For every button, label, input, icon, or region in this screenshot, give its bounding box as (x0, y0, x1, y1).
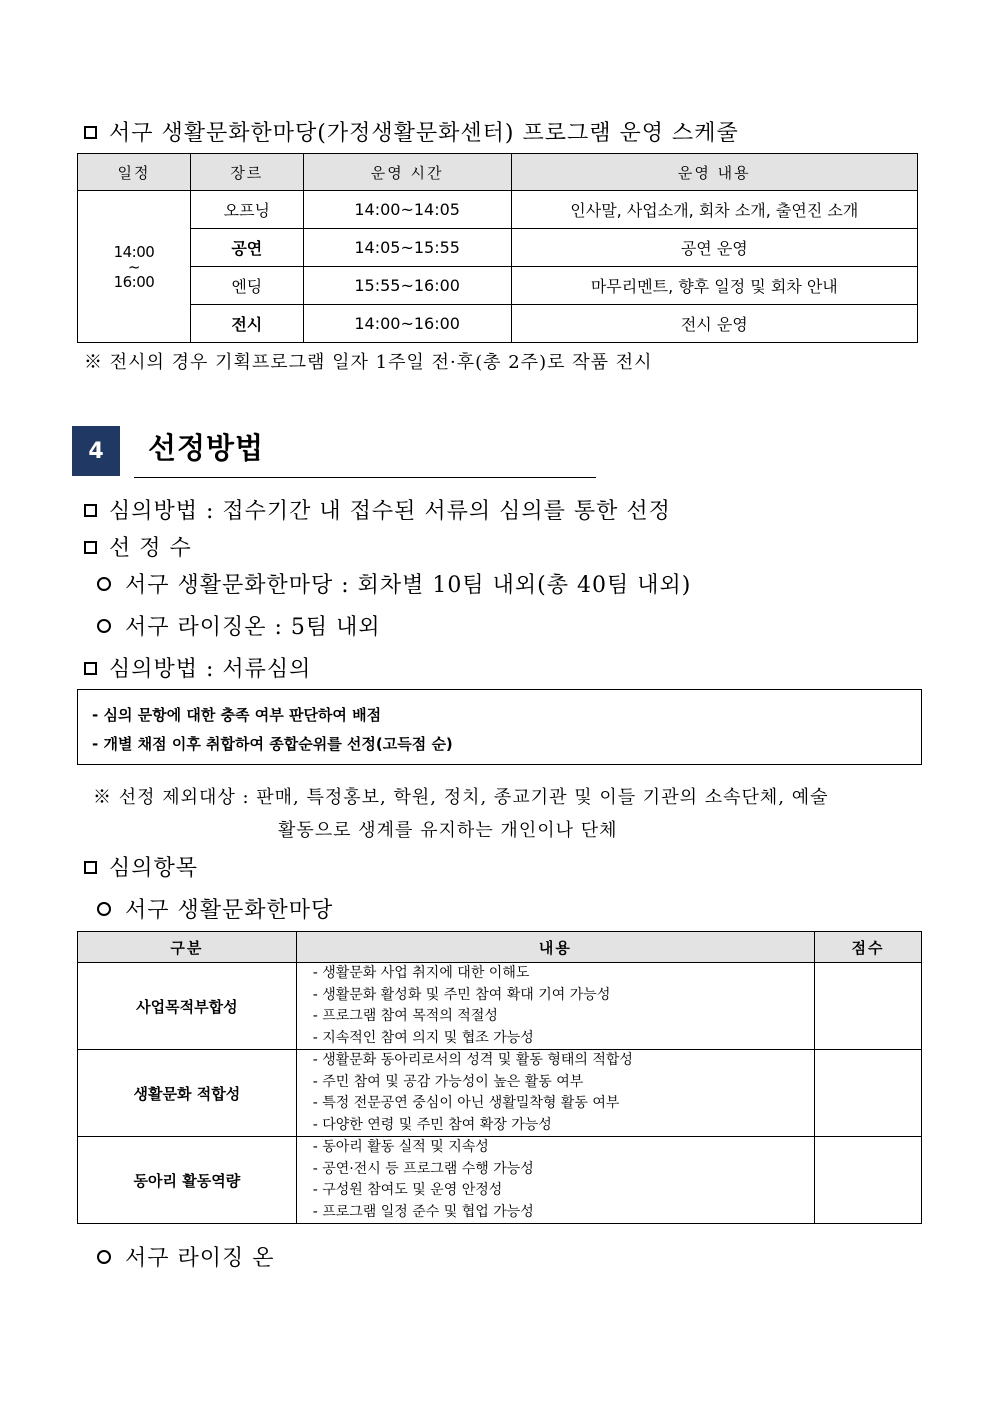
genre-cell: 오프닝 (190, 191, 303, 229)
checkbox-bullet-icon (84, 861, 97, 874)
review-box-line: - 심의 문항에 대한 충족 여부 판단하여 배점 (92, 706, 382, 724)
evaluation-table (77, 931, 922, 1224)
evaluation-row (78, 963, 922, 1050)
items-cell (296, 1050, 814, 1137)
category-cell: 생활문화 적합성 (78, 1050, 297, 1137)
header-content: 운영 내용 (511, 154, 917, 191)
criteria-item: - 다양한 연령 및 주민 참여 확장 가능성 (312, 1116, 552, 1133)
score-cell (815, 1050, 922, 1137)
criteria-item: - 생활문화 동아리로서의 성격 및 활동 형태의 적합성 (312, 1052, 633, 1068)
section-title: 선정방법 (148, 431, 265, 465)
checkbox-bullet-icon (84, 541, 97, 554)
review-box-line: - 개별 채점 이후 취합하여 종합순위를 선정(고득점 순) (92, 735, 453, 753)
time-tilde: ~ (127, 257, 140, 276)
schedule-time-block (78, 191, 191, 343)
circle-bullet-icon (97, 619, 111, 633)
time-end: 16:00 (113, 272, 155, 291)
items-heading: 심의항목 (84, 851, 198, 882)
content-cell: 인사말, 사업소개, 회차 소개, 출연진 소개 (511, 191, 917, 229)
header-score: 점수 (815, 932, 922, 963)
time-start: 14:00 (113, 242, 155, 261)
section-underline (134, 477, 596, 478)
count-item: 서구 생활문화한마당 : 회차별 10팀 내외(총 40팀 내외) (97, 568, 691, 599)
criteria-item: - 생활문화 활성화 및 주민 참여 확대 기여 가능성 (312, 986, 611, 1003)
criteria-item: - 주민 참여 및 공감 가능성이 높은 활동 여부 (312, 1073, 584, 1090)
circle-bullet-icon (97, 577, 111, 591)
method-line-2: 심의방법 : 서류심의 (84, 652, 311, 683)
schedule-table (77, 153, 918, 343)
genre-cell: 엔딩 (190, 267, 303, 305)
items-subheading: 서구 생활문화한마당 (97, 893, 333, 924)
criteria-item: - 동아리 활동 실적 및 지속성 (312, 1139, 489, 1155)
evaluation-row (78, 1050, 922, 1137)
content-cell: 전시 운영 (511, 305, 917, 343)
schedule-row (78, 305, 918, 343)
items-cell (296, 963, 814, 1050)
criteria-item: - 지속적인 참여 의지 및 협조 가능성 (312, 1029, 534, 1046)
schedule-row (78, 229, 918, 267)
evaluation-row (78, 1137, 922, 1224)
time-cell: 15:55~16:00 (303, 267, 511, 305)
time-cell: 14:05~15:55 (303, 229, 511, 267)
count-heading: 선 정 수 (84, 531, 192, 562)
content-cell: 마무리멘트, 향후 일정 및 회차 안내 (511, 267, 917, 305)
exclusion-note-line2: 활동으로 생계를 유지하는 개인이나 단체 (278, 820, 618, 841)
score-cell (815, 1137, 922, 1224)
schedule-heading: 서구 생활문화한마당(가정생활문화센터) 프로그램 운영 스케줄 (84, 116, 739, 147)
header-date: 일정 (78, 154, 191, 191)
genre-cell: 공연 (190, 229, 303, 267)
method-line: 심의방법 : 접수기간 내 접수된 서류의 심의를 통한 선정 (84, 494, 671, 525)
time-cell: 14:00~14:05 (303, 191, 511, 229)
time-cell: 14:00~16:00 (303, 305, 511, 343)
exclusion-note-line1: ※ 선정 제외대상 : 판매, 특정홍보, 학원, 정치, 종교기관 및 이들 기관의 소속단체, 예술 (93, 787, 829, 808)
criteria-item: - 생활문화 사업 취지에 대한 이해도 (312, 965, 530, 981)
circle-bullet-icon (97, 1250, 111, 1264)
score-cell (815, 963, 922, 1050)
criteria-item: - 구성원 참여도 및 운영 안정성 (312, 1182, 503, 1198)
header-genre: 장르 (190, 154, 303, 191)
schedule-row (78, 267, 918, 305)
items-subheading: 서구 라이징 온 (97, 1241, 275, 1272)
evaluation-header-row (78, 932, 922, 963)
items-cell (296, 1137, 814, 1224)
schedule-row (78, 191, 918, 229)
checkbox-bullet-icon (84, 662, 97, 675)
content-cell: 공연 운영 (511, 229, 917, 267)
category-cell: 동아리 활동역량 (78, 1137, 297, 1224)
checkbox-bullet-icon (84, 126, 97, 139)
circle-bullet-icon (97, 902, 111, 916)
criteria-item: - 특정 전문공연 중심이 아닌 생활밀착형 활동 여부 (312, 1095, 620, 1111)
header-content: 내용 (296, 932, 814, 963)
criteria-item: - 공연·전시 등 프로그램 수행 가능성 (312, 1160, 534, 1177)
criteria-item: - 프로그램 참여 목적의 적절성 (312, 1008, 498, 1024)
header-time: 운영 시간 (303, 154, 511, 191)
checkbox-bullet-icon (84, 504, 97, 517)
review-box (77, 689, 922, 765)
count-item: 서구 라이징온 : 5팀 내외 (97, 610, 381, 641)
category-cell: 사업목적부합성 (78, 963, 297, 1050)
schedule-header-row (78, 154, 918, 191)
genre-cell: 전시 (190, 305, 303, 343)
schedule-note: ※ 전시의 경우 기획프로그램 일자 1주일 전·후(총 2주)로 작품 전시 (84, 352, 653, 373)
header-category: 구분 (78, 932, 297, 963)
section-number: 4 (72, 426, 120, 476)
criteria-item: - 프로그램 일정 준수 및 협업 가능성 (312, 1203, 534, 1220)
